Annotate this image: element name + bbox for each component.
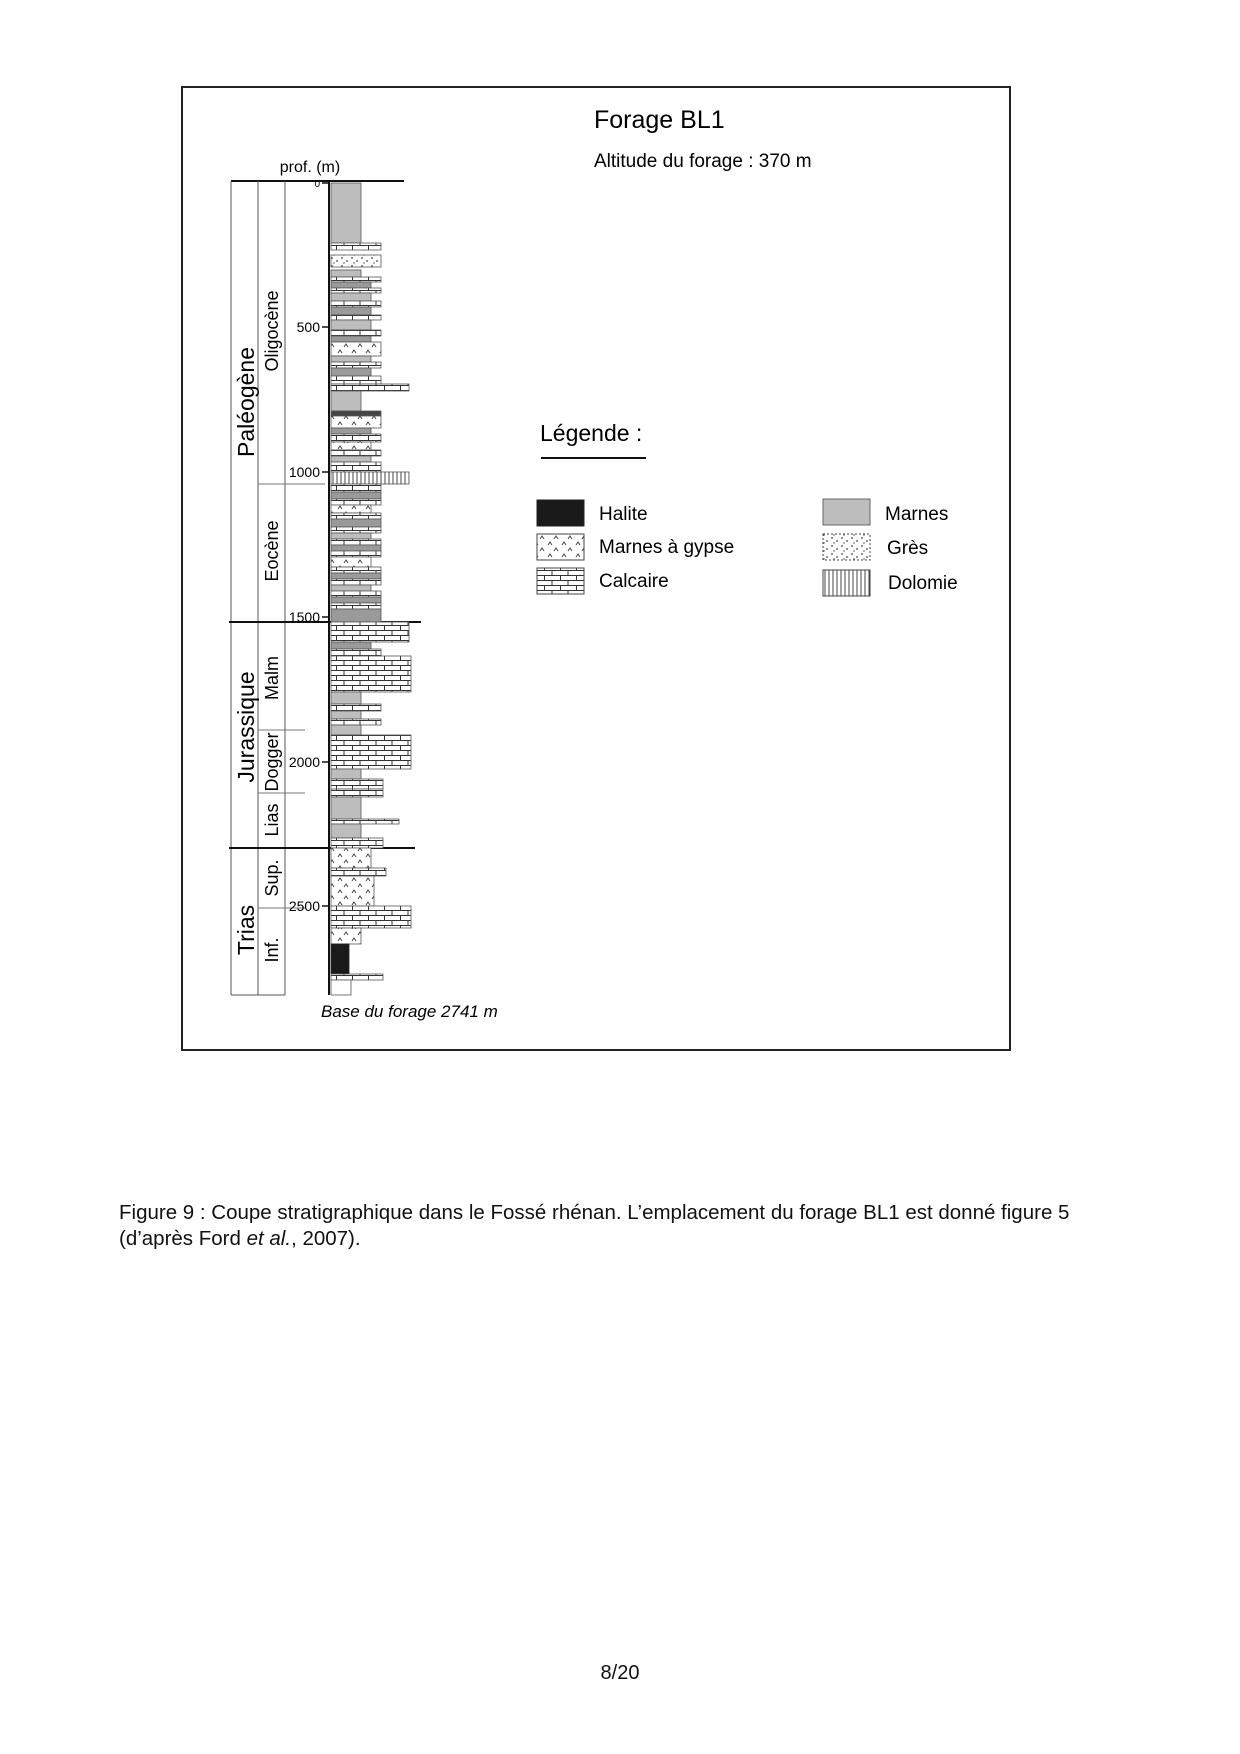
lithology-log <box>331 183 411 995</box>
legend-label-gypsum: Marnes à gypse <box>599 537 735 558</box>
caption-text-start: Figure 9 : Coupe stratigraphique dans le Fossé rhénan. L’emplacement du forage BL1 est donné figure 5 (d’après Ford <box>119 1201 1070 1250</box>
caption-text-end: , 2007). <box>291 1227 361 1250</box>
legend-label-halite: Halite <box>599 504 648 525</box>
legend-swatch-gypsum <box>537 534 584 560</box>
depth-tick-1500: 1500 <box>288 609 320 625</box>
series-label-eocene: Eocène <box>262 520 282 582</box>
series-label-lias: Lias <box>262 803 282 837</box>
system-label-paleogene: Paléogène <box>233 347 259 457</box>
legend-label-limestone: Calcaire <box>599 571 669 592</box>
base-label: Base du forage 2741 m <box>321 1002 498 1021</box>
legend-swatch-halite <box>537 500 584 526</box>
figure-title: Forage BL1 <box>594 106 725 134</box>
series-label-oligocene: Oligocène <box>262 290 282 372</box>
legend-swatch-sandstone <box>823 534 870 560</box>
legend-swatch-marl <box>823 499 870 525</box>
series-label-sup: Sup. <box>262 859 282 897</box>
legend-label-marl: Marnes <box>885 504 949 525</box>
series-label-dogger: Dogger <box>262 732 282 792</box>
depth-axis <box>322 181 329 995</box>
system-label-trias: Trias <box>233 904 259 956</box>
caption-et-al: et al. <box>246 1227 292 1250</box>
legend-swatch-limestone <box>537 568 584 594</box>
altitude-label: Altitude du forage : 370 m <box>594 151 812 172</box>
series-label-malm: Malm <box>262 656 282 700</box>
page-number: 8/20 <box>600 1662 640 1684</box>
system-label-jurassique: Jurassique <box>233 671 259 783</box>
depth-tick-1000: 1000 <box>288 464 320 480</box>
legend-title: Légende : <box>540 420 643 446</box>
depth-tick-0: 0 <box>314 179 320 190</box>
figure-caption <box>119 1200 1129 1252</box>
depth-tick-2000: 2000 <box>288 754 320 770</box>
depth-tick-2500: 2500 <box>288 898 320 914</box>
stratigraphic-columns <box>229 181 421 995</box>
series-label-inf: Inf. <box>262 937 282 963</box>
depth-axis-label: prof. (m) <box>279 159 341 176</box>
legend-swatch-dolomite <box>823 570 870 596</box>
legend-label-dolomite: Dolomie <box>888 573 958 594</box>
legend-label-sandstone: Grès <box>887 538 929 559</box>
depth-tick-500: 500 <box>296 319 320 335</box>
